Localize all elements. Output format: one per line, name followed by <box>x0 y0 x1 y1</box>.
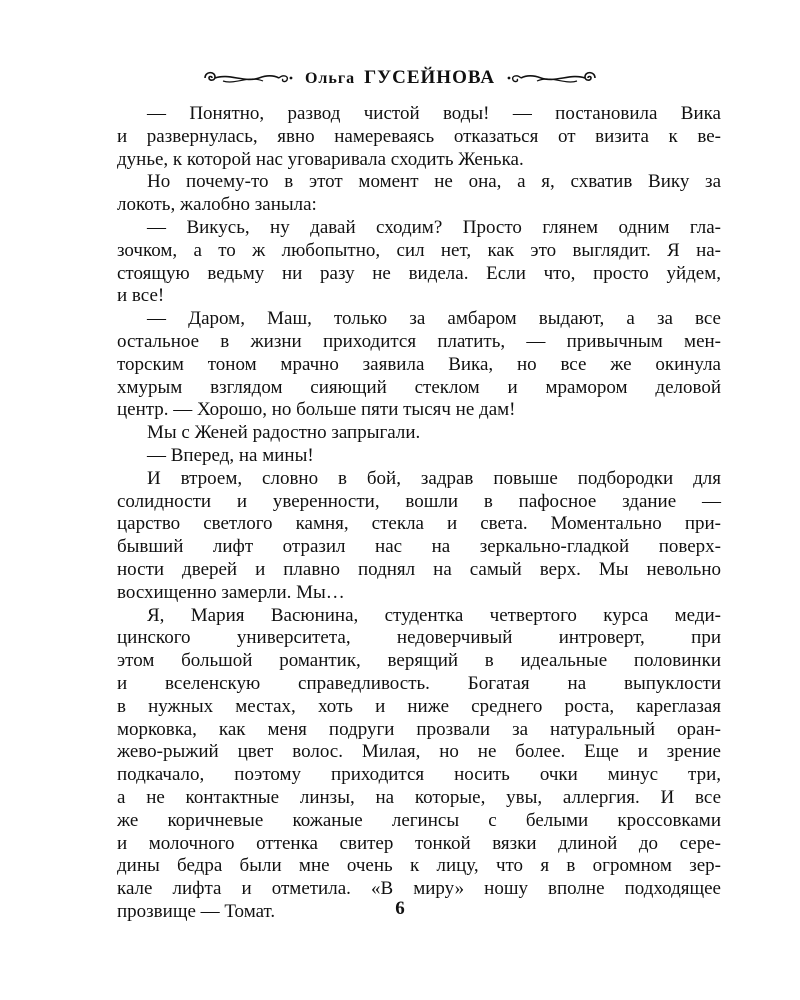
body-text <box>117 103 721 924</box>
running-title <box>305 67 495 89</box>
text-line: жево-рыжий цвет волос. Милая, но не более. Еще и зрение <box>117 741 721 763</box>
text-line: солидности и уверенности, вошли в пафосное здание — <box>117 490 721 512</box>
text-line: торским тоном мрачно заявила Вика, но все же окинула <box>117 353 721 375</box>
text-line: Мы с Женей радостно запрыгали. <box>147 422 421 444</box>
text-line: дунье, к которой нас уговаривала сходить Женька. <box>117 148 524 170</box>
text-line: и молочного оттенка свитер тонкой вязки длиной до сере- <box>117 832 721 854</box>
text-line: — Викусь, ну давай сходим? Просто глянем одним гла- <box>147 216 721 238</box>
running-head <box>0 63 800 93</box>
text-line: стоящую ведьму ни разу не видела. Если что, просто уйдем, <box>117 262 721 284</box>
text-line: в нужных местах, хоть и ниже среднего роста, кареглазая <box>117 695 721 717</box>
scroll-ornament-icon <box>507 67 599 89</box>
text-line: локоть, жалобно заныла: <box>117 194 317 216</box>
text-line: этом большой романтик, верящий в идеальные половинки <box>117 650 721 672</box>
text-line: и развернулась, явно намереваясь отказаться от визита к ве- <box>117 125 721 147</box>
text-line: и вселенскую справедливость. Богатая на выпуклости <box>117 672 721 694</box>
text-line: и все! <box>117 285 165 307</box>
text-line: — Понятно, развод чистой воды! — постановила Вика <box>147 103 721 124</box>
text-line: цинского университета, недоверчивый интроверт, при <box>117 627 721 649</box>
text-line: хмурым взглядом сияющий стеклом и мрамором деловой <box>117 376 721 398</box>
text-line: ности дверей и плавно поднял на самый верх. Мы невольно <box>117 558 721 580</box>
text-line: прозвище — Томат. <box>117 900 276 922</box>
text-line: И втроем, словно в бой, задрав повыше подбородки для <box>147 467 721 489</box>
scroll-ornament-icon <box>201 67 293 89</box>
text-line: царство светлого камня, стекла и света. Моментально при- <box>117 513 721 535</box>
text-line: бывший лифт отразил нас на зеркально-гладкой поверх- <box>117 536 721 558</box>
text-line: восхищенно замерли. Мы… <box>117 581 345 603</box>
text-line: Я, Мария Васюнина, студентка четвертого курса меди- <box>147 604 721 626</box>
text-line: же коричневые кожаные легинсы с белыми кроссовками <box>117 809 721 831</box>
text-line: зочком, а то ж любопытно, сил нет, как это выглядит. Я на- <box>117 239 721 261</box>
text-line: Но почему-то в этот момент не она, а я, схватив Вику за <box>147 171 721 193</box>
text-line: подкачало, поэтому приходится носить очки минус три, <box>117 764 721 786</box>
text-line: центр. — Хорошо, но больше пяти тысяч не дам! <box>117 399 516 421</box>
text-line: — Даром, Маш, только за амбаром выдают, а за все <box>147 308 721 330</box>
page-number: 6 <box>395 898 405 919</box>
author-last-name: ГУСЕЙНОВА <box>364 67 496 88</box>
text-line: морковка, как меня подруги прозвали за натуральный оран- <box>117 718 721 740</box>
text-line: а не контактные линзы, на которые, увы, аллергия. И все <box>117 786 721 808</box>
text-line: остальное в жизни приходится платить, — привычным мен- <box>117 330 721 352</box>
text-line: дины бедра были мне очень к лицу, что я в огромном зер- <box>117 855 721 877</box>
text-line: — Вперед, на мины! <box>147 444 314 466</box>
text-line: кале лифта и отметила. «В миру» ношу вполне подходящее <box>117 878 721 900</box>
author-first-name: Ольга <box>304 70 356 87</box>
